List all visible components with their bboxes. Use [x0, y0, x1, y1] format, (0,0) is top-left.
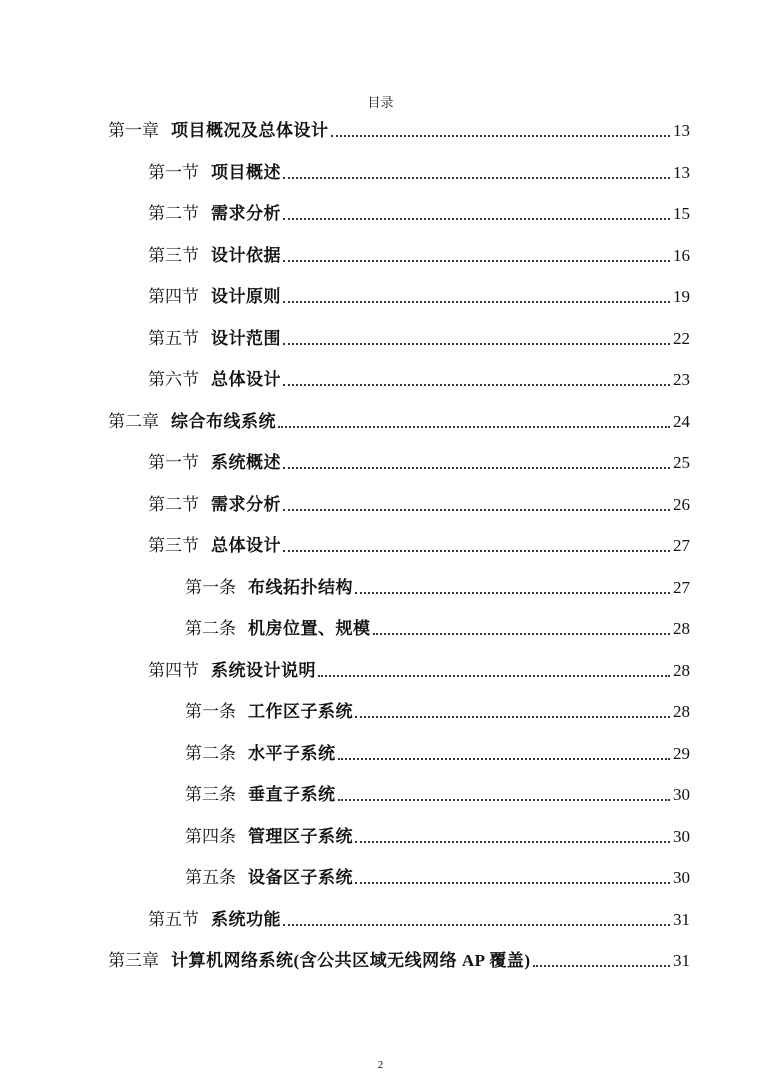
toc-entry-number: 第一节	[148, 162, 199, 182]
toc-entry-number: 第四节	[148, 660, 199, 680]
toc-entry-number: 第一章	[108, 121, 159, 140]
toc-entry[interactable]	[148, 197, 690, 225]
toc-leader-dots	[278, 426, 670, 428]
toc-entry[interactable]	[185, 820, 690, 848]
toc-entry-number: 第五节	[148, 909, 199, 929]
toc-entry-number: 第一条	[185, 702, 236, 721]
toc-leader-dots	[283, 467, 670, 469]
toc-entry[interactable]	[148, 363, 690, 391]
toc-entry-title: 项目概述	[211, 162, 281, 182]
toc-entry-title: 管理区子系统	[248, 826, 353, 846]
toc-leader-dots	[283, 550, 670, 552]
toc-entry-number: 第三节	[148, 536, 199, 555]
toc-entry-title: 设计原则	[211, 287, 281, 306]
toc-entry-title: 垂直子系统	[248, 785, 336, 804]
toc-title: 目录	[367, 95, 394, 110]
toc-entry[interactable]	[185, 778, 690, 806]
toc-entry-number: 第二条	[185, 743, 236, 763]
toc-entry-title: 项目概况及总体设计	[171, 121, 329, 140]
toc-leader-dots	[283, 301, 670, 303]
toc-entry-title: 系统功能	[211, 909, 281, 929]
toc-entry-title: 总体设计	[211, 370, 281, 389]
toc-leader-dots	[283, 218, 670, 220]
toc-entry-page: 22	[673, 328, 690, 348]
toc-entry-page: 30	[673, 868, 690, 887]
toc-entry-number: 第五条	[185, 868, 236, 887]
toc-entry-title: 需求分析	[211, 494, 281, 514]
toc-entry-page: 16	[673, 245, 690, 265]
toc-entry[interactable]	[108, 114, 690, 142]
toc-leader-dots	[283, 509, 670, 511]
toc-entry-number: 第六节	[148, 370, 199, 389]
toc-entry-title: 工作区子系统	[248, 702, 353, 721]
toc-entry-page: 15	[673, 204, 690, 223]
toc-entry-title: 水平子系统	[248, 743, 336, 763]
toc-entry-title: 设备区子系统	[248, 868, 353, 887]
toc-entry-title: 计算机网络系统(含公共区域无线网络 AP 覆盖)	[171, 951, 531, 970]
toc-entry[interactable]	[148, 529, 690, 557]
toc-entry-page: 27	[673, 536, 690, 555]
toc-entry[interactable]	[148, 903, 690, 931]
toc-leader-dots	[355, 841, 670, 843]
page-number: 2	[377, 1059, 384, 1071]
toc-entry-number: 第一节	[148, 453, 199, 472]
toc-entry[interactable]	[108, 405, 690, 433]
toc-entry-page: 25	[673, 453, 690, 472]
toc-entry-page: 31	[673, 951, 690, 970]
toc-leader-dots	[283, 924, 670, 926]
toc-entry-page: 30	[673, 785, 690, 804]
toc-entry-page: 24	[673, 411, 690, 431]
toc-entry-number: 第四节	[148, 287, 199, 306]
toc-entry-title: 总体设计	[211, 536, 281, 555]
toc-entry-title: 需求分析	[211, 204, 281, 223]
toc-entry[interactable]	[185, 861, 690, 889]
toc-entry-number: 第四条	[185, 826, 236, 846]
toc-entry-number: 第一条	[185, 577, 236, 597]
toc-leader-dots	[373, 633, 671, 635]
toc-entry-number: 第三章	[108, 951, 159, 970]
toc-entry-number: 第二节	[148, 204, 199, 223]
toc-entry[interactable]	[148, 654, 690, 682]
toc-entry-page: 23	[673, 370, 690, 389]
toc-entry-number: 第三节	[148, 245, 199, 265]
toc-leader-dots	[331, 135, 671, 137]
toc-entry-page: 28	[673, 702, 690, 721]
toc-entry-number: 第二章	[108, 411, 159, 431]
toc-entry[interactable]	[148, 446, 690, 474]
toc-entry[interactable]	[185, 737, 690, 765]
toc-entry-title: 机房位置、规模	[248, 619, 371, 638]
toc-leader-dots	[355, 716, 670, 718]
toc-entry-page: 30	[673, 826, 690, 846]
toc-leader-dots	[283, 260, 670, 262]
toc-entry[interactable]	[148, 239, 690, 267]
toc-entry-page: 13	[673, 121, 690, 140]
toc-entry-title: 布线拓扑结构	[248, 577, 353, 597]
toc-entry-number: 第二节	[148, 494, 199, 514]
toc-leader-dots	[283, 343, 670, 345]
toc-entry-page: 19	[673, 287, 690, 306]
toc-entry-title: 设计依据	[211, 245, 281, 265]
toc-entry[interactable]	[148, 488, 690, 516]
toc-leader-dots	[283, 384, 670, 386]
toc-entry-title: 系统概述	[211, 453, 281, 472]
toc-entry[interactable]	[185, 612, 690, 640]
toc-leader-dots	[355, 882, 670, 884]
toc-entry[interactable]	[108, 944, 690, 972]
toc-entry-page: 31	[673, 909, 690, 929]
toc-entry-page: 28	[673, 660, 690, 680]
toc-entry-number: 第二条	[185, 619, 236, 638]
toc-entry[interactable]	[185, 695, 690, 723]
toc-leader-dots	[318, 675, 670, 677]
toc-entry-title: 设计范围	[211, 328, 281, 348]
toc-entry-page: 29	[673, 743, 690, 763]
toc-entry-number: 第三条	[185, 785, 236, 804]
toc-entry-number: 第五节	[148, 328, 199, 348]
toc-entry[interactable]	[148, 156, 690, 184]
toc-leader-dots	[533, 965, 670, 967]
toc-leader-dots	[355, 592, 670, 594]
toc-entry-title: 综合布线系统	[171, 411, 276, 431]
toc-leader-dots	[338, 799, 671, 801]
toc-entry-page: 28	[673, 619, 690, 638]
toc-entry[interactable]	[148, 280, 690, 308]
toc-entry-page: 27	[673, 577, 690, 597]
toc-entry[interactable]	[185, 571, 690, 599]
toc-entry-page: 13	[673, 162, 690, 182]
toc-entry-title: 系统设计说明	[211, 660, 316, 680]
toc-leader-dots	[338, 758, 671, 760]
toc-leader-dots	[283, 177, 670, 179]
toc-entry-page: 26	[673, 494, 690, 514]
toc-entry[interactable]	[148, 322, 690, 350]
